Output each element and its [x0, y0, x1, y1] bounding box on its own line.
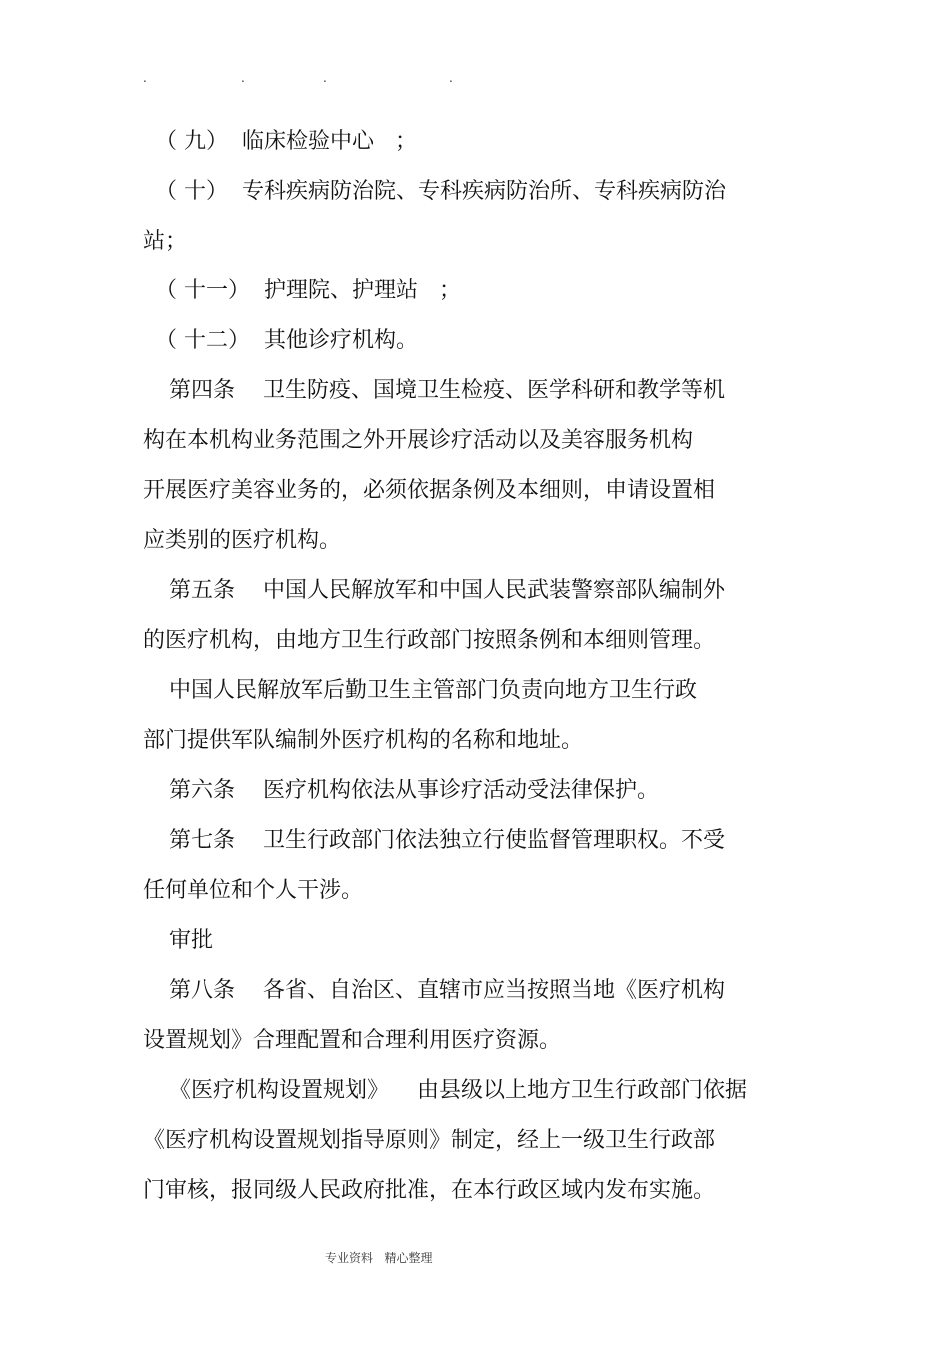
header-dot: . [241, 71, 245, 85]
text-line: 第七条 卫生行政部门依法独立行使监督管理职权。不受 [169, 828, 725, 853]
page-footer: 专业资料 精心整理 [325, 1251, 433, 1265]
text-line: 第五条 中国人民解放军和中国人民武装警察部队编制外 [169, 578, 725, 603]
text-line: （ 九） 临床检验中心 ； [155, 129, 417, 154]
header-dot: . [323, 71, 327, 85]
text-line: 部门提供军队编制外医疗机构的名称和地址。 [143, 728, 584, 753]
header-dot: . [143, 71, 147, 85]
text-line: 任何单位和个人干涉。 [143, 878, 364, 903]
text-line: 设置规划》合理配置和合理利用医疗资源。 [143, 1028, 562, 1053]
text-line: 第四条 卫生防疫、国境卫生检疫、医学科研和教学等机 [169, 378, 725, 403]
text-line: （ 十一） 护理院、护理站 ； [155, 278, 461, 303]
section-heading: 审批 [169, 928, 214, 953]
text-line: 《医疗机构设置规划》 由县级以上地方卫生行政部门依据 [169, 1078, 747, 1103]
header-dot: . [449, 71, 453, 85]
text-line: 门审核，报同级人民政府批准，在本行政区域内发布实施。 [143, 1178, 716, 1203]
text-line: 《医疗机构设置规划指导原则》制定，经上一级卫生行政部 [143, 1128, 716, 1153]
text-line: （ 十） 专科疾病防治院、专科疾病防治所、专科疾病防治 [155, 179, 726, 204]
text-line: 站； [143, 229, 188, 254]
header-dots [0, 68, 950, 88]
text-line: 构在本机构业务范围之外开展诊疗活动以及美容服务机构 [143, 428, 694, 453]
text-line: 第八条 各省、自治区、直辖市应当按照当地《医疗机构 [169, 978, 725, 1003]
text-line: （ 十二） 其他诊疗机构。 [155, 328, 418, 353]
text-line: 中国人民解放军后勤卫生主管部门负责向地方卫生行政 [169, 678, 698, 703]
text-line: 应类别的医疗机构。 [143, 528, 342, 553]
text-line: 开展医疗美容业务的，必须依据条例及本细则，申请设置相 [143, 478, 716, 503]
text-line: 的医疗机构，由地方卫生行政部门按照条例和本细则管理。 [143, 628, 716, 653]
text-line: 第六条 医疗机构依法从事诊疗活动受法律保护。 [169, 778, 659, 803]
